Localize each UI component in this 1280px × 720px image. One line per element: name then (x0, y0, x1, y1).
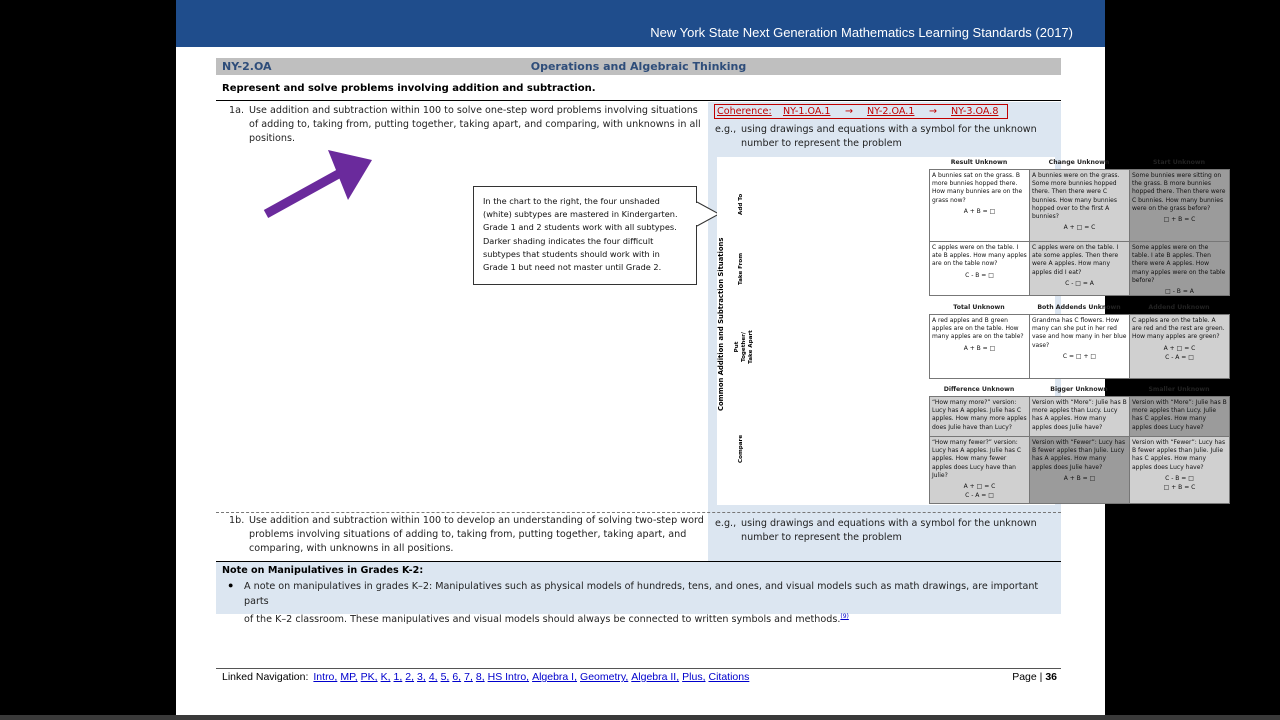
nav-link-6[interactable]: 6, (452, 671, 462, 683)
coherence-arrow-1: → (845, 106, 854, 117)
row-label-take-from: Take From (738, 252, 744, 285)
cell-text: A bunnies were on the grass. Some more bunnies hopped there. Then there were C bunnies. How many bunnies hopped over to the first A bunnies? (1032, 172, 1120, 221)
manipulatives-note (216, 562, 1061, 626)
standard-1a-line-3: positions. (249, 133, 296, 144)
cell-text: Version with “Fewer”: Lucy has B fewer apples than Julie. Lucy has A apples. How many apples does Julie have? (1032, 439, 1126, 471)
callout-line-5: subtypes that students should work with in (483, 248, 660, 259)
manipulatives-text (244, 579, 1054, 627)
cell-compare-more-bigger (1029, 396, 1130, 437)
nav-link-2[interactable]: 2, (405, 671, 415, 683)
coherence-link-2[interactable]: NY-2.OA.1 (867, 106, 915, 117)
coherence-label: Coherence: (717, 106, 772, 117)
eg-1a-line-1: using drawings and equations with a symbol for the unknown (741, 124, 1037, 135)
row-label-add-to: Add To (738, 193, 744, 215)
cell-compare-fewer-difference (929, 436, 1030, 504)
callout-box (473, 186, 697, 285)
standard-bar (216, 58, 1061, 75)
manipulatives-title: Note on Manipulatives in Grades K-2: (222, 565, 424, 576)
bullet-icon: ● (228, 580, 234, 590)
cell-compare-more-difference (929, 396, 1030, 437)
standard-1b-number: 1b. (229, 515, 245, 526)
cell-equation: A + B = □ (1063, 474, 1096, 482)
callout-line-4: Darker shading indicates the four difficult (483, 235, 654, 246)
head-bigger-unknown: Bigger Unknown (1050, 386, 1108, 393)
cell-add-to-result (929, 169, 1030, 242)
callout-line-2: (white) subtypes are mastered in Kindergarten. (483, 209, 678, 220)
cell-equation: C - B = □ (965, 271, 994, 279)
cell-equation-2: C - A = □ (965, 492, 994, 500)
cell-text: A red apples and B green apples are on the table. How many apples are on the table? (932, 317, 1024, 341)
manipulatives-line-2: of the K–2 classroom. These manipulatives and visual models should always be connected to written symbols and methods. (244, 614, 841, 626)
nav-link-plus[interactable]: Plus, (682, 671, 706, 683)
cell-text: Version with “More”: Julie has B more apples than Lucy. Julie has C apples. How many apples does Lucy have? (1132, 399, 1227, 431)
head-total-unknown: Total Unknown (953, 304, 1005, 311)
nav-link-intro[interactable]: Intro, (313, 671, 338, 683)
nav-link-hs-intro[interactable]: HS Intro, (487, 671, 530, 683)
nav-link-4[interactable]: 4, (428, 671, 438, 683)
nav-link-5[interactable]: 5, (440, 671, 450, 683)
chart-side-title: Common Addition and Subtraction Situations (717, 237, 725, 411)
citation-link[interactable]: (9) (840, 613, 849, 620)
situations-chart (717, 157, 1227, 505)
cell-equation: □ - B = A (1165, 288, 1194, 296)
cell-equation-2: C - A = □ (1165, 353, 1194, 361)
nav-link-algebra-1[interactable]: Algebra I, (532, 671, 578, 683)
cell-equation: □ + B = C (1163, 216, 1196, 224)
eg-1a-line-2: number to represent the problem (741, 138, 902, 149)
manipulatives-line-1: A note on manipulatives in grades K–2: Manipulatives such as physical models of hundreds, tens, and ones, and visual models such as math drawings, are important parts (244, 581, 1039, 607)
head-both-addends-unknown: Both Addends Unknown (1037, 304, 1121, 311)
nav-link-1[interactable]: 1, (393, 671, 403, 683)
callout-line-6: Grade 1 but need not master until Grade 2. (483, 262, 662, 273)
head-addend-unknown: Addend Unknown (1148, 304, 1210, 311)
head-change-unknown: Change Unknown (1048, 159, 1110, 166)
nav-link-k[interactable]: K, (380, 671, 391, 683)
cluster-divider (216, 100, 1061, 101)
cell-compare-more-smaller (1129, 396, 1230, 437)
nav-link-8[interactable]: 8, (475, 671, 485, 683)
cell-equation: C = □ + □ (1062, 352, 1097, 360)
nav-link-pk[interactable]: PK, (360, 671, 378, 683)
cell-text: “How many more?” version: Lucy has A apples. Julie has C apples. How many more apples does Julie have than Lucy? (932, 399, 1027, 431)
cell-text: Grandma has C flowers. How many can she put in her red vase and how many in her blue vase? (1032, 317, 1127, 349)
cell-text: A bunnies sat on the grass. B more bunnies hopped there. How many bunnies are on the grass now? (932, 172, 1023, 204)
footer-divider (216, 668, 1061, 669)
cell-take-from-change (1029, 241, 1130, 296)
standard-1b-line-1: Use addition and subtraction within 100 to develop an understanding of solving two-step word (249, 515, 704, 526)
cell-equation: C - B = □ (1165, 474, 1194, 482)
standard-domain: Operations and Algebraic Thinking (530, 60, 747, 73)
header-band (176, 0, 1105, 47)
standard-1a-line-2: of adding to, taking from, putting together, taking apart, and comparing, with unknowns in all (249, 119, 701, 130)
cell-compare-fewer-smaller (1129, 436, 1230, 504)
cell-equation: A + B = □ (963, 344, 996, 352)
nav-link-algebra-2[interactable]: Algebra II, (631, 671, 680, 683)
bottom-strip (0, 715, 1280, 720)
eg-1a-prefix: e.g., (715, 124, 737, 135)
cell-equation: C - □ = A (1065, 279, 1094, 287)
callout-line-3: Grade 1 and 2 students work with all subtypes. (483, 222, 677, 233)
cell-text: Version with “More”: Julie has B more apples than Lucy. Lucy has A apples. How many apples does Julie have? (1032, 399, 1127, 431)
head-result-unknown: Result Unknown (950, 159, 1008, 166)
cell-text: Some bunnies were sitting on the grass. B more bunnies hopped there. Then there were C bunnies. How many bunnies were on the grass before? (1132, 172, 1226, 212)
coherence-box (714, 104, 1008, 119)
cell-text: C apples are on the table. A are red and the rest are green. How many apples are green? (1132, 317, 1225, 341)
cluster-heading: Represent and solve problems involving addition and subtraction. (222, 83, 596, 94)
linked-navigation (222, 671, 752, 683)
cell-text: “How many fewer?” version: Lucy has A apples. Julie has C apples. How many fewer apples does Lucy have than Julie? (932, 439, 1022, 479)
callout-line-1: In the chart to the right, the four unshaded (483, 196, 660, 206)
cell-equation: A + B = □ (963, 207, 996, 215)
nav-link-geometry[interactable]: Geometry, (580, 671, 629, 683)
cell-take-from-start (1129, 241, 1230, 296)
page-number-value: 36 (1045, 671, 1057, 683)
head-difference-unknown: Difference Unknown (943, 386, 1015, 393)
head-start-unknown: Start Unknown (1152, 159, 1206, 166)
standard-1b-line-3: comparing, with unknowns in all positions. (249, 543, 454, 554)
page-number (1012, 671, 1057, 683)
cell-put-together-addend (1129, 314, 1230, 379)
head-smaller-unknown: Smaller Unknown (1148, 386, 1210, 393)
purple-arrow-icon (262, 148, 382, 228)
cell-text: C apples were on the table. I ate B apples. How many apples are on the table now? (932, 244, 1027, 268)
cell-put-together-total (929, 314, 1030, 379)
cell-equation: A + □ = C (963, 483, 996, 491)
standard-code: NY-2.OA (222, 60, 272, 73)
eg-1b-prefix: e.g., (715, 518, 737, 529)
cell-text: C apples were on the table. I ate some apples. Then there were A apples. How many apples did I eat? (1032, 244, 1119, 276)
page-label: Page | (1012, 671, 1043, 683)
nav-link-mp[interactable]: MP, (340, 671, 358, 683)
cell-add-to-start (1129, 169, 1230, 242)
eg-1b-line-2: number to represent the problem (741, 532, 902, 543)
coherence-link-3[interactable]: NY-3.OA.8 (951, 106, 999, 117)
row-label-put-together: Put Together/ Take Apart (734, 330, 754, 364)
cell-text: Some apples were on the table. I ate B apples. Then there were A apples. How many apples were on the table before? (1132, 244, 1226, 284)
linked-navigation-label: Linked Navigation: (222, 671, 309, 683)
cell-equation-2: □ + B = C (1163, 484, 1196, 492)
document-page (176, 0, 1227, 720)
cell-take-from-result (929, 241, 1030, 296)
cell-add-to-change (1029, 169, 1130, 242)
cell-put-together-both (1029, 314, 1130, 379)
cell-equation: A + □ = C (1063, 224, 1096, 232)
eg-1b-line-1: using drawings and equations with a symbol for the unknown (741, 518, 1037, 529)
standard-1a-number: 1a. (229, 105, 245, 116)
coherence-link-1[interactable]: NY-1.OA.1 (783, 106, 831, 117)
cell-equation: A + □ = C (1163, 344, 1196, 352)
coherence-arrow-2: → (929, 106, 938, 117)
document-title: New York State Next Generation Mathematics Learning Standards (2017) (650, 25, 1073, 40)
row-label-compare: Compare (738, 434, 744, 463)
cell-compare-fewer-bigger (1029, 436, 1130, 504)
standard-1a-line-1: Use addition and subtraction within 100 to solve one-step word problems involving situations (249, 105, 698, 116)
nav-link-7[interactable]: 7, (464, 671, 473, 683)
cell-text: Version with “Fewer”: Lucy has B fewer apples than Julie. Julie has C apples. How many apples does Lucy have? (1132, 439, 1226, 471)
standard-1b-line-2: problems involving situations of adding to, taking from, putting together, taking apart, and (249, 529, 687, 540)
nav-link-3[interactable]: 3, (417, 671, 426, 683)
nav-link-citations[interactable]: Citations (708, 671, 750, 683)
